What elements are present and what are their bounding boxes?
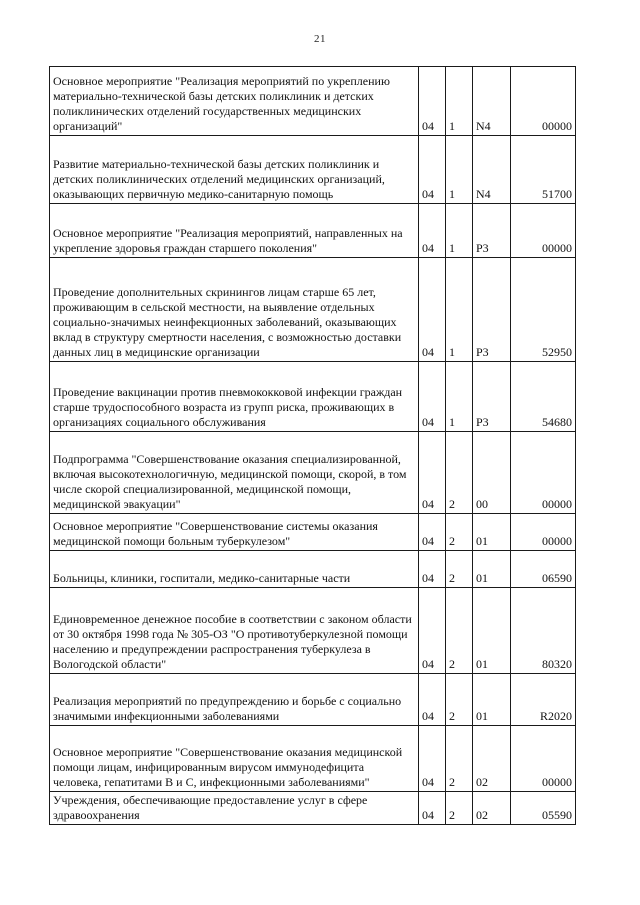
subprogram-code: 2: [446, 432, 473, 514]
event-code: 01: [473, 551, 511, 588]
row-description: Проведение вакцинации против пневмококковой инфекции граждан старше трудоспособного возраста из групп риска, проживающих в организациях социального обслуживания: [50, 362, 419, 432]
direction-code: 00000: [511, 432, 576, 514]
direction-code: 00000: [511, 514, 576, 551]
program-code: 04: [419, 514, 446, 551]
row-description: Больницы, клиники, госпитали, медико-санитарные части: [50, 551, 419, 588]
row-description: Развитие материально-технической базы детских поликлиник и детских поликлинических отделений медицинских организаций, оказывающих первичную медико-санитарную помощь: [50, 136, 419, 204]
table-row: [50, 258, 576, 362]
subprogram-code: 2: [446, 588, 473, 674]
event-code: 01: [473, 588, 511, 674]
subprogram-code: 1: [446, 204, 473, 258]
table-row: [50, 136, 576, 204]
program-code: 04: [419, 551, 446, 588]
event-code: P3: [473, 204, 511, 258]
table-row: [50, 792, 576, 825]
table-row: [50, 551, 576, 588]
direction-code: 80320: [511, 588, 576, 674]
program-code: 04: [419, 792, 446, 825]
program-code: 04: [419, 432, 446, 514]
table-row: [50, 362, 576, 432]
event-code: 02: [473, 726, 511, 792]
program-code: 04: [419, 136, 446, 204]
page-number: 21: [314, 33, 326, 45]
direction-code: 00000: [511, 204, 576, 258]
program-code: 04: [419, 588, 446, 674]
budget-classification-table: [49, 66, 576, 825]
event-code: 00: [473, 432, 511, 514]
event-code: 01: [473, 514, 511, 551]
table-row: [50, 67, 576, 136]
subprogram-code: 2: [446, 514, 473, 551]
direction-code: 06590: [511, 551, 576, 588]
table-row: [50, 674, 576, 726]
subprogram-code: 2: [446, 726, 473, 792]
direction-code: 05590: [511, 792, 576, 825]
event-code: P3: [473, 362, 511, 432]
direction-code: R2020: [511, 674, 576, 726]
table-row: [50, 726, 576, 792]
row-description: Проведение дополнительных скринингов лицам старше 65 лет, проживающим в сельской местности, на выявление отдельных социально-значимых неинфекционных заболеваний, оказывающих вклад в структуру смертности населения, с возможностью доставки данных лиц в медицинские организации: [50, 258, 419, 362]
subprogram-code: 2: [446, 674, 473, 726]
direction-code: 54680: [511, 362, 576, 432]
event-code: P3: [473, 258, 511, 362]
program-code: 04: [419, 726, 446, 792]
subprogram-code: 1: [446, 362, 473, 432]
direction-code: 51700: [511, 136, 576, 204]
subprogram-code: 2: [446, 551, 473, 588]
event-code: 02: [473, 792, 511, 825]
row-description: Основное мероприятие "Совершенствование системы оказания медицинской помощи больным туберкулезом": [50, 514, 419, 551]
direction-code: 52950: [511, 258, 576, 362]
direction-code: 00000: [511, 726, 576, 792]
program-code: 04: [419, 67, 446, 136]
row-description: Основное мероприятие "Реализация мероприятий по укреплению материально-технической базы детских поликлиник и детских поликлинических отделений государственных медицинских организаций": [50, 67, 419, 136]
row-description: Реализация мероприятий по предупреждению и борьбе с социально значимыми инфекционными заболеваниями: [50, 674, 419, 726]
direction-code: 00000: [511, 67, 576, 136]
subprogram-code: 1: [446, 258, 473, 362]
subprogram-code: 1: [446, 67, 473, 136]
table-row: [50, 432, 576, 514]
program-code: 04: [419, 362, 446, 432]
table-row: [50, 204, 576, 258]
row-description: Единовременное денежное пособие в соответствии с законом области от 30 октября 1998 года № 305-ОЗ "О противотуберкулезной помощи населению и предупреждении распространения туберкулеза в Вологодской области": [50, 588, 419, 674]
row-description: Основное мероприятие "Совершенствование оказания медицинской помощи лицам, инфицированным вирусом иммунодефицита человека, гепатитами В и С, инфекционными заболеваниями": [50, 726, 419, 792]
program-code: 04: [419, 674, 446, 726]
subprogram-code: 2: [446, 792, 473, 825]
program-code: 04: [419, 204, 446, 258]
table-row: [50, 588, 576, 674]
row-description: Основное мероприятие "Реализация мероприятий, направленных на укрепление здоровья граждан старшего поколения": [50, 204, 419, 258]
program-code: 04: [419, 258, 446, 362]
table-row: [50, 514, 576, 551]
event-code: 01: [473, 674, 511, 726]
event-code: N4: [473, 67, 511, 136]
event-code: N4: [473, 136, 511, 204]
row-description: Учреждения, обеспечивающие предоставление услуг в сфере здравоохранения: [50, 792, 419, 825]
subprogram-code: 1: [446, 136, 473, 204]
row-description: Подпрограмма "Совершенствование оказания специализированной, включая высокотехнологичную, медицинской помощи, скорой, в том числе скорой специализированной, медицинской помощи, медицинской эвакуации": [50, 432, 419, 514]
